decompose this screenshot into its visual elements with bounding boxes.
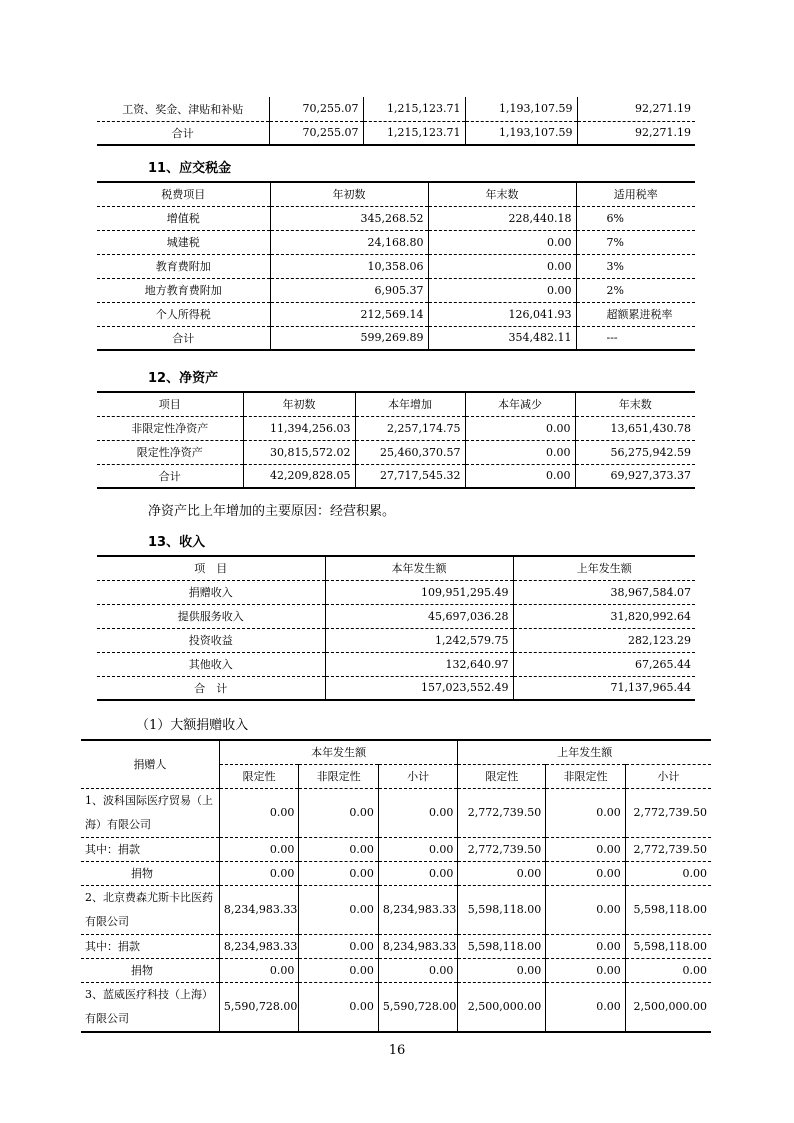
table-cell: 增值税 — [97, 206, 270, 230]
table-row — [97, 302, 695, 326]
table-row — [97, 464, 695, 488]
section-heading-net-assets: 12、净资产 — [148, 371, 219, 386]
column-header: 小计 — [625, 764, 711, 788]
table-cell: 0.00 — [465, 464, 575, 488]
table-cell: 13,651,430.78 — [575, 416, 695, 440]
table-row — [97, 580, 695, 604]
table-cell: 0.00 — [299, 958, 379, 982]
table-cell: 0.00 — [458, 958, 546, 982]
table-cell: 0.00 — [378, 958, 458, 982]
table-cell: 8,234,983.33 — [219, 934, 299, 958]
table-cell: 282,123.29 — [513, 628, 695, 652]
table-cell: 1,242,579.75 — [325, 628, 513, 652]
table-cell: 6,905.37 — [270, 278, 428, 302]
table-cell: 30,815,572.02 — [243, 440, 355, 464]
table-cell: 0.00 — [546, 982, 626, 1032]
table-cell: 2,257,174.75 — [355, 416, 465, 440]
table-cell: 3% — [576, 254, 695, 278]
table-cell: 合计 — [97, 464, 243, 488]
column-header: 税费项目 — [97, 182, 270, 206]
table-header-row — [97, 392, 695, 416]
column-header: 年初数 — [243, 392, 355, 416]
table-cell: 0.00 — [299, 885, 379, 934]
table-cell: 2,772,739.50 — [458, 788, 546, 837]
section-heading-income: 13、收入 — [148, 535, 206, 550]
table-cell: 157,023,552.49 — [325, 676, 513, 700]
table-cell: 提供服务收入 — [97, 604, 325, 628]
table-cell: 超额累进税率 — [576, 302, 695, 326]
table-row — [81, 982, 711, 1032]
column-header: 适用税率 — [576, 182, 695, 206]
table-cell: 0.00 — [219, 958, 299, 982]
table-header-row — [97, 556, 695, 580]
table-cell: 限定性净资产 — [97, 440, 243, 464]
table-cell: 1,193,107.59 — [465, 121, 577, 145]
table-cell: 345,268.52 — [270, 206, 428, 230]
table-cell: 0.00 — [299, 982, 379, 1032]
table-row — [81, 788, 711, 837]
table-row — [97, 676, 695, 700]
column-header: 小计 — [378, 764, 458, 788]
column-header: 项目 — [97, 392, 243, 416]
table-cell: 0.00 — [219, 837, 299, 861]
table-cell: 0.00 — [546, 788, 626, 837]
table-cell: 2,772,739.50 — [625, 788, 711, 837]
table-cell: 0.00 — [428, 278, 576, 302]
table-cell: 0.00 — [219, 788, 299, 837]
table-cell: 8,234,983.33 — [219, 885, 299, 934]
column-header: 非限定性 — [546, 764, 626, 788]
table-cell: 合 计 — [97, 676, 325, 700]
table-row — [97, 97, 695, 121]
table-cell: 0.00 — [299, 837, 379, 861]
table-cell: 0.00 — [546, 958, 626, 982]
table-cell: 0.00 — [428, 230, 576, 254]
column-header: 本年发生额 — [219, 740, 458, 764]
table-cell: 6% — [576, 206, 695, 230]
table-cell: 合计 — [97, 121, 269, 145]
table-row — [97, 230, 695, 254]
table-cell: --- — [576, 326, 695, 350]
column-header: 上年发生额 — [458, 740, 711, 764]
section-heading-taxes: 11、应交税金 — [148, 161, 232, 176]
table-cell: 0.00 — [378, 788, 458, 837]
table-row — [97, 278, 695, 302]
column-header: 限定性 — [458, 764, 546, 788]
table-cell: 42,209,828.05 — [243, 464, 355, 488]
table-cell: 2,772,739.50 — [625, 837, 711, 861]
table-cell: 10,358.06 — [270, 254, 428, 278]
table-cell: 31,820,992.64 — [513, 604, 695, 628]
table-cell: 212,569.14 — [270, 302, 428, 326]
table-row — [97, 440, 695, 464]
donor-name: 3、蓝威医疗科技（上海）有限公司 — [85, 987, 213, 1025]
table-cell: 132,640.97 — [325, 652, 513, 676]
table-cell: 92,271.19 — [577, 121, 695, 145]
table-cell: 0.00 — [546, 837, 626, 861]
column-header: 捐赠人 — [81, 740, 219, 788]
table-cell: 城建税 — [97, 230, 270, 254]
table-cell: 5,590,728.00 — [378, 982, 458, 1032]
table-cell: 非限定性净资产 — [97, 416, 243, 440]
table-cell: 5,590,728.00 — [219, 982, 299, 1032]
donor-name: 2、北京费森尤斯卡比医药有限公司 — [81, 885, 219, 934]
table-cell: 0.00 — [458, 861, 546, 885]
table-cell: 工资、奖金、津贴和补贴 — [97, 97, 269, 121]
table-cell: 2,500,000.00 — [625, 982, 711, 1032]
table-cell: 599,269.89 — [270, 326, 428, 350]
table-header-row — [81, 740, 711, 764]
column-header: 项 目 — [97, 556, 325, 580]
donor-name: 捐物 — [81, 958, 219, 982]
table-cell: 2% — [576, 278, 695, 302]
table-row — [97, 416, 695, 440]
table-cell: 投资收益 — [97, 628, 325, 652]
table-cell: 8,234,983.33 — [378, 885, 458, 934]
table-cell: 1,215,123.71 — [363, 97, 465, 121]
donor-name: 捐物 — [81, 861, 219, 885]
donations-table — [81, 739, 711, 1033]
donations-subheading: （1）大额捐赠收入 — [136, 718, 249, 733]
table-cell: 25,460,370.57 — [355, 440, 465, 464]
table-cell: 0.00 — [378, 861, 458, 885]
table-cell: 0.00 — [625, 861, 711, 885]
table-cell: 109,951,295.49 — [325, 580, 513, 604]
table-row — [81, 958, 711, 982]
table-cell: 38,967,584.07 — [513, 580, 695, 604]
table-cell: 0.00 — [546, 861, 626, 885]
net-assets-table — [97, 391, 695, 489]
column-header: 本年发生额 — [325, 556, 513, 580]
table-cell: 教育费附加 — [97, 254, 270, 278]
income-table — [97, 555, 695, 701]
table-cell: 2,772,739.50 — [458, 837, 546, 861]
table-row — [97, 604, 695, 628]
table-cell: 0.00 — [625, 958, 711, 982]
table-cell: 24,168.80 — [270, 230, 428, 254]
table-cell: 0.00 — [546, 934, 626, 958]
column-header: 非限定性 — [299, 764, 379, 788]
table-cell: 5,598,118.00 — [458, 885, 546, 934]
table-cell: 0.00 — [378, 837, 458, 861]
table-cell: 67,265.44 — [513, 652, 695, 676]
taxes-table — [97, 181, 695, 351]
column-header: 年初数 — [270, 182, 428, 206]
table-row — [81, 861, 711, 885]
table-cell: 45,697,036.28 — [325, 604, 513, 628]
table-cell: 27,717,545.32 — [355, 464, 465, 488]
table-row — [81, 934, 711, 958]
table-cell: 8,234,983.33 — [378, 934, 458, 958]
table-cell: 合计 — [97, 326, 270, 350]
wages-table — [97, 97, 695, 146]
table-cell: 354,482.11 — [428, 326, 576, 350]
table-cell: 7% — [576, 230, 695, 254]
table-cell: 其他收入 — [97, 652, 325, 676]
table-cell: 0.00 — [546, 885, 626, 934]
table-row — [97, 628, 695, 652]
table-row — [97, 652, 695, 676]
column-header: 本年增加 — [355, 392, 465, 416]
table-cell: 5,598,118.00 — [625, 885, 711, 934]
table-cell: 92,271.19 — [577, 97, 695, 121]
table-cell: 5,598,118.00 — [625, 934, 711, 958]
table-row — [97, 254, 695, 278]
table-cell: 个人所得税 — [97, 302, 270, 326]
table-row — [97, 206, 695, 230]
table-cell: 0.00 — [465, 416, 575, 440]
donor-name: 1、波科国际医疗贸易（上海）有限公司 — [81, 788, 219, 837]
table-cell: 126,041.93 — [428, 302, 576, 326]
table-cell: 0.00 — [219, 861, 299, 885]
table-cell: 70,255.07 — [269, 97, 363, 121]
table-row — [97, 121, 695, 145]
table-row — [97, 326, 695, 350]
donor-name: 其中：捐款 — [81, 837, 219, 861]
table-cell: 71,137,965.44 — [513, 676, 695, 700]
table-row — [81, 837, 711, 861]
column-header: 年末数 — [575, 392, 695, 416]
table-cell: 5,598,118.00 — [458, 934, 546, 958]
column-header: 本年减少 — [465, 392, 575, 416]
table-row — [81, 885, 711, 934]
column-header: 年末数 — [428, 182, 576, 206]
table-cell: 0.00 — [428, 254, 576, 278]
table-cell: 70,255.07 — [269, 121, 363, 145]
column-header: 上年发生额 — [513, 556, 695, 580]
page-number: 16 — [388, 1043, 406, 1058]
table-cell: 0.00 — [465, 440, 575, 464]
table-cell: 2,500,000.00 — [458, 982, 546, 1032]
table-cell: 0.00 — [299, 861, 379, 885]
donor-name: 其中：捐款 — [81, 934, 219, 958]
table-cell: 1,215,123.71 — [363, 121, 465, 145]
table-header-row — [97, 182, 695, 206]
table-cell: 地方教育费附加 — [97, 278, 270, 302]
column-header: 限定性 — [219, 764, 299, 788]
table-cell: 1,193,107.59 — [465, 97, 577, 121]
table-cell: 11,394,256.03 — [243, 416, 355, 440]
table-cell: 捐赠收入 — [97, 580, 325, 604]
table-cell: 56,275,942.59 — [575, 440, 695, 464]
net-assets-note: 净资产比上年增加的主要原因：经营积累。 — [148, 504, 396, 519]
table-cell: 0.00 — [299, 788, 379, 837]
table-cell: 228,440.18 — [428, 206, 576, 230]
table-cell: 69,927,373.37 — [575, 464, 695, 488]
table-cell: 0.00 — [299, 934, 379, 958]
